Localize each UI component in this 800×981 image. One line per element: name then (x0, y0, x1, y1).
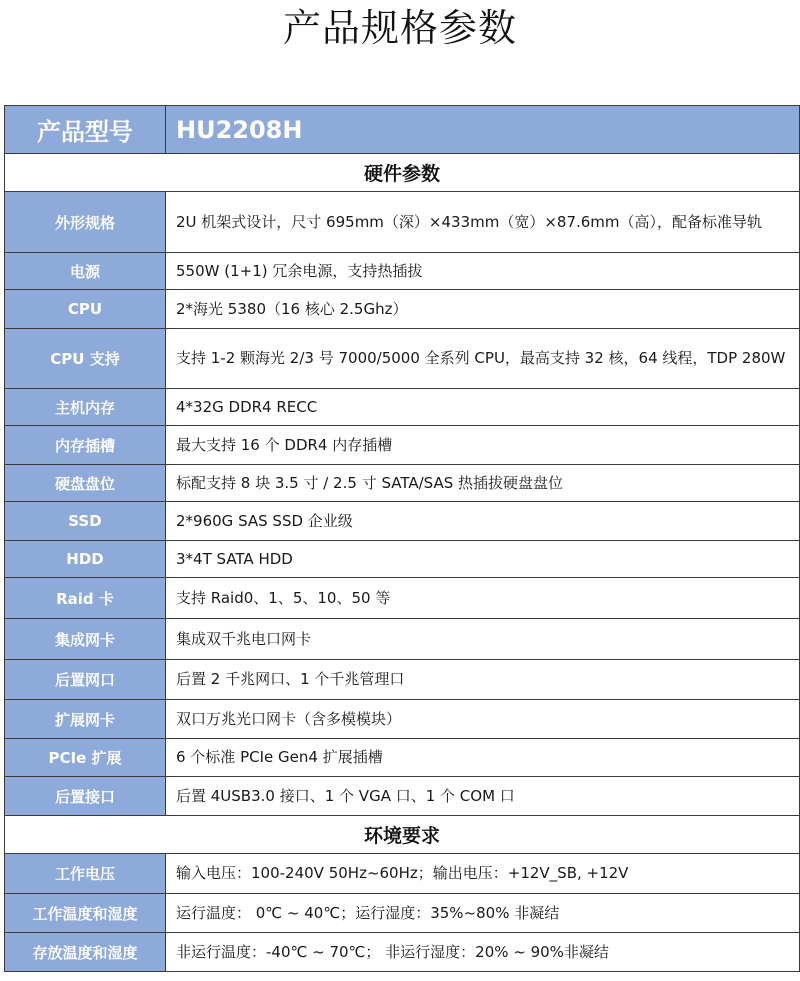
row-label: CPU (5, 290, 166, 329)
spec-table (4, 105, 800, 972)
row-value: 6 个标准 PCIe Gen4 扩展插槽 (166, 739, 800, 777)
row-label: 电源 (5, 253, 166, 290)
row-label: 集成网卡 (5, 619, 166, 660)
row-value: 550W (1+1) 冗余电源，支持热插拔 (166, 253, 800, 290)
table-row (5, 253, 800, 290)
row-label: SSD (5, 502, 166, 541)
row-value: 支持 1-2 颗海光 2/3 号 7000/5000 全系列 CPU，最高支持 32 核，64 线程，TDP 280W (166, 329, 800, 389)
product-model-row (5, 106, 800, 154)
row-value: 4*32G DDR4 RECC (166, 389, 800, 426)
row-value: 2*海光 5380（16 核心 2.5Ghz） (166, 290, 800, 329)
table-row (5, 739, 800, 777)
row-value: 双口万兆光口网卡（含多模模块） (166, 700, 800, 739)
table-row (5, 894, 800, 933)
row-label: Raid 卡 (5, 578, 166, 619)
row-label: CPU 支持 (5, 329, 166, 389)
row-value: 非运行温度：-40℃ ~ 70℃； 非运行湿度：20% ~ 90%非凝结 (166, 933, 800, 972)
row-label: 后置接口 (5, 777, 166, 816)
table-row (5, 290, 800, 329)
row-label: 外形规格 (5, 192, 166, 253)
row-label: 扩展网卡 (5, 700, 166, 739)
row-value: 后置 2 千兆网口、1 个千兆管理口 (166, 660, 800, 700)
table-row (5, 329, 800, 389)
row-label: 工作电压 (5, 854, 166, 894)
table-row (5, 502, 800, 541)
row-value: 支持 Raid0、1、5、10、50 等 (166, 578, 800, 619)
row-label: HDD (5, 541, 166, 578)
row-value: 后置 4USB3.0 接口、1 个 VGA 口、1 个 COM 口 (166, 777, 800, 816)
row-label: 工作温度和湿度 (5, 894, 166, 933)
table-row (5, 854, 800, 894)
section-header-row (5, 154, 800, 192)
table-row (5, 465, 800, 502)
table-row (5, 578, 800, 619)
row-value: 最大支持 16 个 DDR4 内存插槽 (166, 426, 800, 465)
table-row (5, 700, 800, 739)
row-label: 硬盘盘位 (5, 465, 166, 502)
row-value: 2*960G SAS SSD 企业级 (166, 502, 800, 541)
row-value: 标配支持 8 块 3.5 寸 / 2.5 寸 SATA/SAS 热插拔硬盘盘位 (166, 465, 800, 502)
row-value: 运行温度： 0℃ ~ 40℃；运行湿度：35%~80% 非凝结 (166, 894, 800, 933)
row-label: 主机内存 (5, 389, 166, 426)
table-row (5, 619, 800, 660)
row-value: 输入电压：100-240V 50Hz~60Hz；输出电压：+12V_SB, +12V (166, 854, 800, 894)
table-row (5, 541, 800, 578)
product-model-value: HU2208H (166, 106, 800, 154)
table-row (5, 777, 800, 816)
row-value: 3*4T SATA HDD (166, 541, 800, 578)
row-label: 内存插槽 (5, 426, 166, 465)
product-model-label: 产品型号 (5, 106, 166, 154)
table-row (5, 426, 800, 465)
row-value: 集成双千兆电口网卡 (166, 619, 800, 660)
table-row (5, 389, 800, 426)
section-title-environment: 环境要求 (5, 816, 800, 854)
table-row (5, 660, 800, 700)
row-value: 2U 机架式设计，尺寸 695mm（深）×433mm（宽）×87.6mm（高），配备标准导轨 (166, 192, 800, 253)
row-label: 后置网口 (5, 660, 166, 700)
table-row (5, 192, 800, 253)
page-title: 产品规格参数 (282, 6, 517, 50)
table-row (5, 933, 800, 972)
row-label: 存放温度和湿度 (5, 933, 166, 972)
section-header-row (5, 816, 800, 854)
section-title-hardware: 硬件参数 (5, 154, 800, 192)
row-label: PCIe 扩展 (5, 739, 166, 777)
